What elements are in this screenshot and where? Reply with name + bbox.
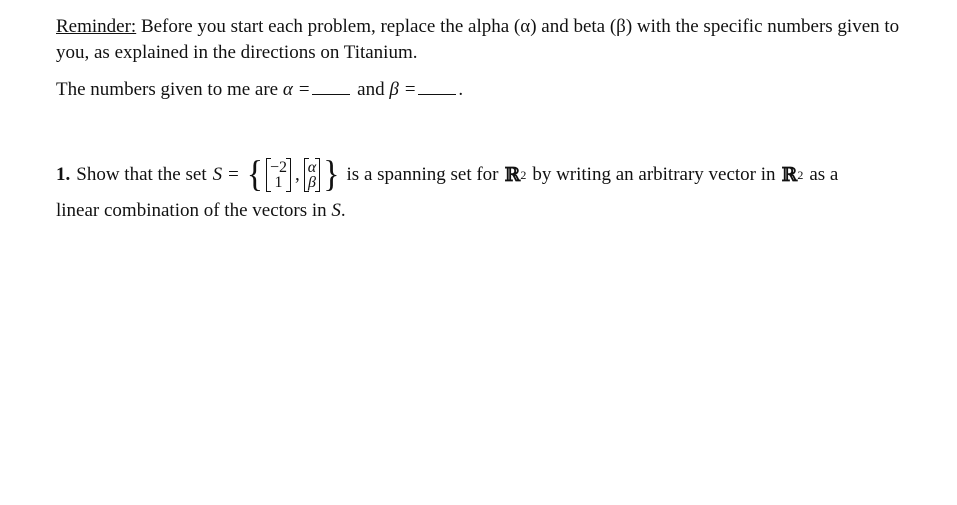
close-brace: } — [323, 154, 340, 195]
problem-intro: Show that the set — [76, 164, 207, 185]
vector-1-bottom: 1 — [274, 174, 283, 191]
vector-2-top: α — [307, 159, 317, 176]
problem-1 — [56, 154, 916, 224]
vector-1 — [266, 158, 291, 192]
vector-2-bottom: β — [308, 174, 316, 191]
vector-comma: , — [295, 164, 300, 185]
numbers-prefix: The numbers given to me are — [56, 79, 283, 100]
line2-text: linear combination of the vectors in — [56, 200, 332, 221]
alpha-equals: α = — [282, 79, 311, 100]
problem-line-2 — [56, 198, 916, 224]
vector-2 — [304, 158, 320, 192]
real-space-1: ℝ — [504, 164, 521, 186]
open-brace: { — [246, 154, 264, 195]
numbers-end: . — [458, 79, 464, 100]
numbers-line — [56, 77, 463, 103]
reminder-paragraph — [56, 14, 916, 66]
reminder-text: Before you start each problem, replace the alpha (α) and beta (β) with the specific numbers given to you, as explained in the directions on Titanium. — [56, 16, 900, 63]
beta-equals: β = — [389, 79, 417, 100]
line2-end: . — [340, 200, 346, 221]
vector-1-top: −2 — [270, 159, 288, 176]
by-text: by writing an arbitrary vector in — [532, 164, 776, 185]
line2-set-s: S — [331, 200, 341, 221]
and-text: and — [352, 79, 390, 100]
alpha-blank — [312, 80, 350, 95]
real-space-2: ℝ — [781, 164, 798, 186]
spanning-text: is a spanning set for — [346, 164, 499, 185]
set-lhs: S = — [212, 164, 240, 185]
beta-blank — [418, 80, 456, 95]
as-text: as a — [809, 164, 839, 185]
reminder-label: Reminder: — [56, 16, 137, 37]
problem-line-1: 1. Show that the set S = { −2 1 , α β } is a spanning set for ℝ 2 by writing an arbitrary vector in ℝ 2 as a — [56, 154, 839, 195]
problem-number: 1. — [56, 164, 71, 185]
